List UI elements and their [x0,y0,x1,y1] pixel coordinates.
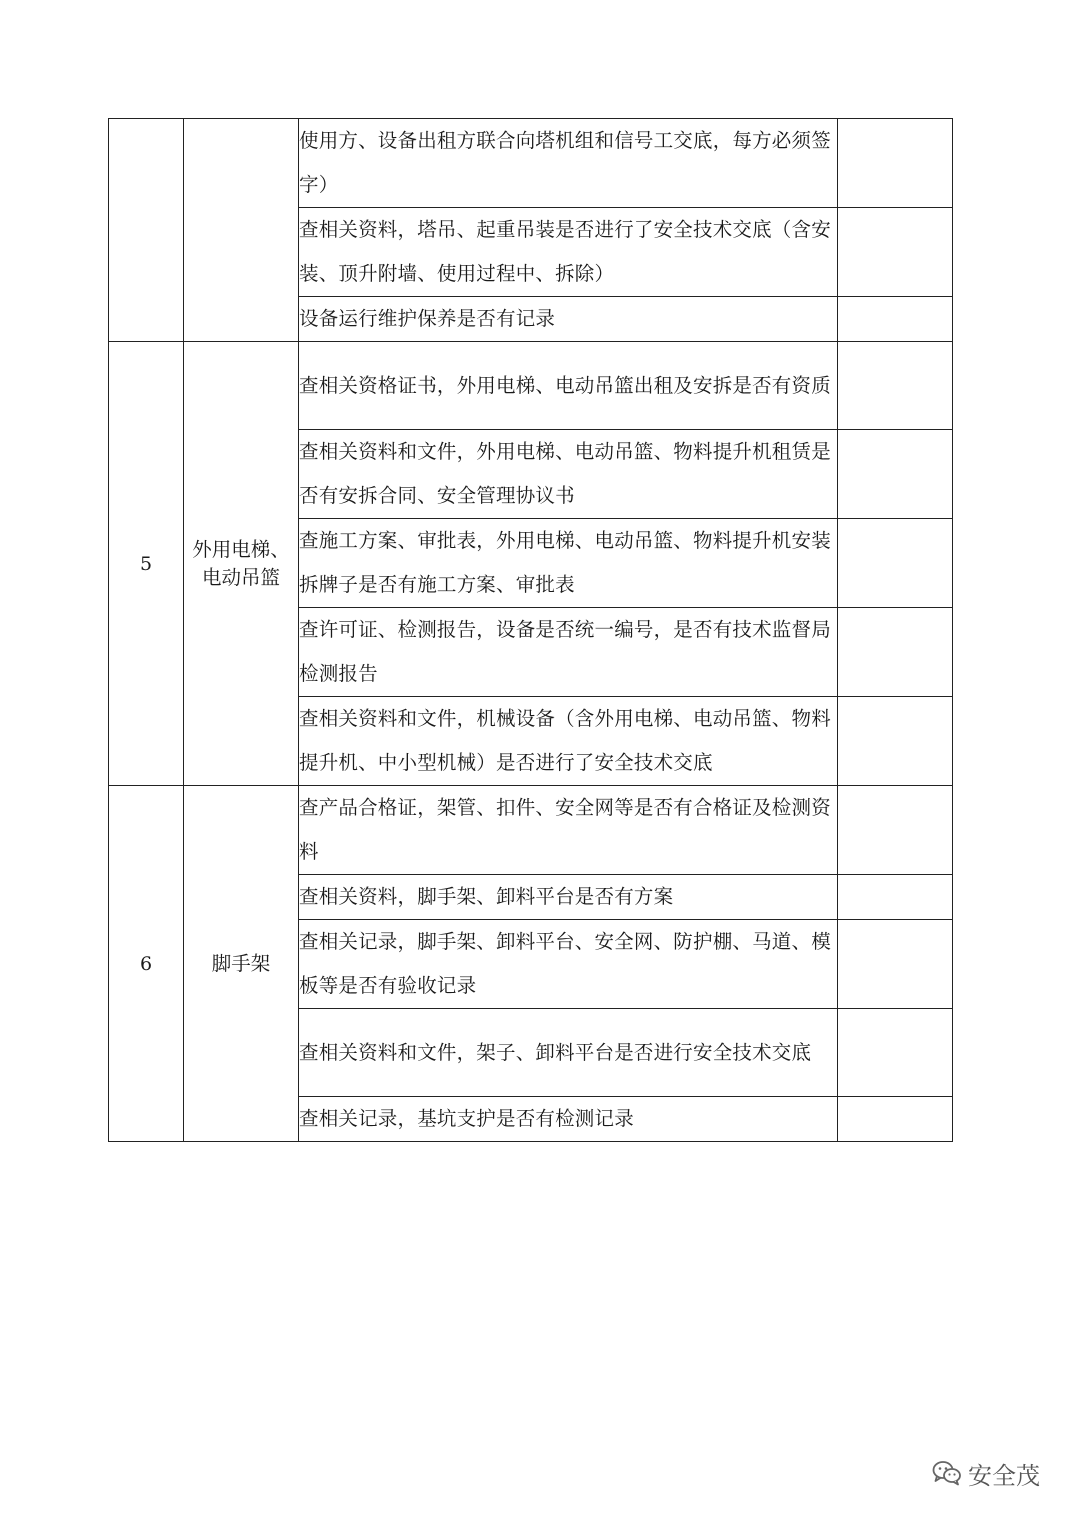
result-cell [838,608,953,697]
check-item: 脚手架 [184,786,299,1142]
result-cell [838,430,953,519]
table-row [109,786,953,875]
result-cell [838,342,953,430]
row-number: 6 [109,786,184,1142]
check-content: 查相关资料和文件，外用电梯、电动吊篮、物料提升机租赁是否有安拆合同、安全管理协议书 [299,430,838,519]
result-cell [838,1009,953,1097]
row-number [109,119,184,342]
check-content: 查施工方案、审批表，外用电梯、电动吊篮、物料提升机安装拆牌子是否有施工方案、审批表 [299,519,838,608]
table-row [109,119,953,208]
check-content: 查相关资料，脚手架、卸料平台是否有方案 [299,875,838,920]
wechat-icon [932,1460,962,1486]
check-content: 查相关资料和文件，机械设备（含外用电梯、电动吊篮、物料提升机、中小型机械）是否进行了安全技术交底 [299,697,838,786]
check-content: 查相关资料，塔吊、起重吊装是否进行了安全技术交底（含安装、顶升附墙、使用过程中、拆除） [299,208,838,297]
check-item [184,119,299,342]
check-item: 外用电梯、电动吊篮 [184,342,299,786]
row-number: 5 [109,342,184,786]
result-cell [838,519,953,608]
check-content: 查产品合格证，架管、扣件、安全网等是否有合格证及检测资料 [299,786,838,875]
check-content: 查相关资格证书，外用电梯、电动吊篮出租及安拆是否有资质 [299,342,838,430]
result-cell [838,208,953,297]
inspection-table [108,118,953,1142]
result-cell [838,786,953,875]
check-content: 查相关记录，基坑支护是否有检测记录 [299,1097,838,1142]
check-content: 查许可证、检测报告，设备是否统一编号，是否有技术监督局检测报告 [299,608,838,697]
watermark-text: 安全茂 [968,1461,1040,1490]
table-row [109,342,953,430]
result-cell [838,1097,953,1142]
result-cell [838,920,953,1009]
result-cell [838,697,953,786]
check-content: 使用方、设备出租方联合向塔机组和信号工交底，每方必须签字） [299,119,838,208]
result-cell [838,297,953,342]
result-cell [838,875,953,920]
watermark [932,1453,1040,1493]
check-content: 设备运行维护保养是否有记录 [299,297,838,342]
check-content: 查相关资料和文件，架子、卸料平台是否进行安全技术交底 [299,1009,838,1097]
result-cell [838,119,953,208]
check-content: 查相关记录，脚手架、卸料平台、安全网、防护棚、马道、模板等是否有验收记录 [299,920,838,1009]
